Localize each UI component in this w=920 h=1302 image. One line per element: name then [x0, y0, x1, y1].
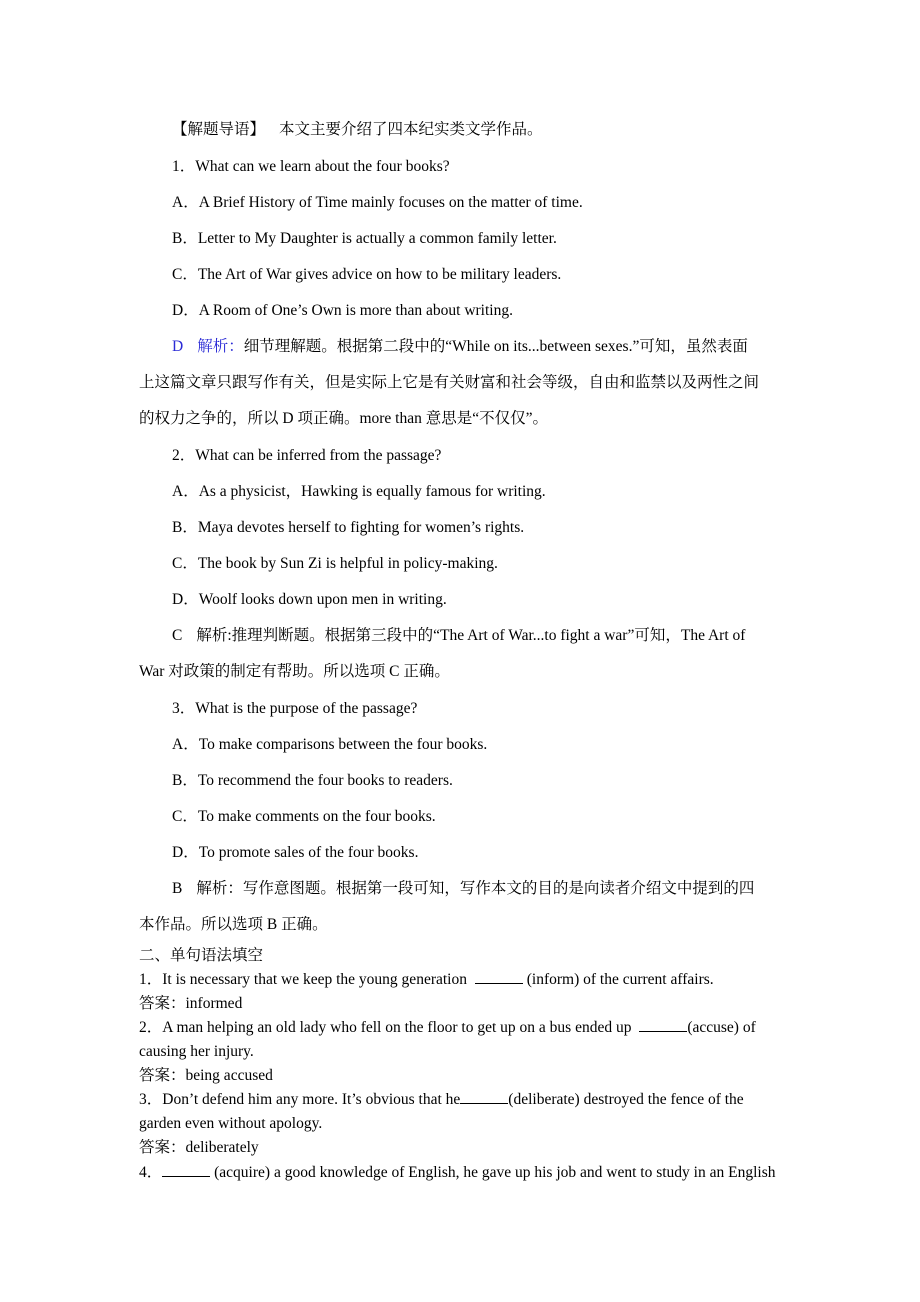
fill-blank-2 [639, 1017, 687, 1032]
q2-analysis-line1: 推理判断题。根据第三段中的“The Art of War...to fight a war”可知，The Art of [231, 627, 746, 644]
fill-item-2-text-b: (accuse) of [687, 1019, 756, 1036]
q3-answer-letter: B [172, 880, 183, 897]
q2-analysis-label: 解析: [196, 627, 232, 644]
fill-item-4-text-b: (acquire) a good knowledge of English, he gave up his job and went to study in an English [210, 1164, 776, 1181]
q1-analysis-line2: 上这篇文章只跟写作有关，但是实际上它是有关财富和社会等级，自由和监禁以及两性之间 [139, 374, 760, 391]
q3-analysis [172, 878, 754, 900]
q2-option-d: D．Woolf looks down upon men in writing. [172, 591, 447, 608]
q2-answer-letter: C [172, 627, 183, 644]
q2-option-c: C．The book by Sun Zi is helpful in policy-making. [172, 555, 498, 572]
fill-blank-4 [162, 1162, 210, 1177]
q1-option-a: A．A Brief History of Time mainly focuses on the matter of time. [172, 194, 583, 211]
fill-item-2 [139, 1017, 756, 1039]
q2-question: 2．What can be inferred from the passage? [172, 447, 442, 464]
fill-item-1-text-b: (inform) of the current affairs. [522, 971, 714, 988]
fill-item-3-text-b: (deliberate) destroyed the fence of the [508, 1091, 744, 1108]
q1-analysis-line1: 细节理解题。根据第二段中的“While on its...between sexes.”可知，虽然表面 [243, 338, 748, 355]
fill-item-1 [139, 969, 714, 991]
fill-item-1-text-a: 1．It is necessary that we keep the young generation [139, 971, 471, 988]
q1-analysis [172, 336, 748, 358]
q3-analysis-label: 解析： [196, 880, 243, 897]
fill-item-4-text-a: 4． [139, 1164, 163, 1181]
q3-question: 3．What is the purpose of the passage? [172, 700, 418, 717]
fill-item-4 [139, 1162, 775, 1184]
q2-analysis [172, 625, 745, 647]
fill-item-2-answer: 答案：being accused [139, 1067, 273, 1084]
q2-analysis-line2: War 对政策的制定有帮助。所以选项 C 正确。 [139, 663, 450, 680]
fill-blank-3 [460, 1089, 508, 1104]
fill-blank-1 [475, 969, 523, 984]
q1-answer-letter: D [172, 338, 184, 355]
q3-option-a: A．To make comparisons between the four books. [172, 736, 488, 753]
fill-item-2-line2: causing her injury. [139, 1043, 254, 1060]
fill-item-3 [139, 1089, 744, 1111]
q1-option-b: B．Letter to My Daughter is actually a common family letter. [172, 230, 557, 247]
guide-label: 【解题导语】 [172, 121, 266, 138]
reading-guide [172, 119, 543, 141]
q3-option-d: D．To promote sales of the four books. [172, 844, 419, 861]
q1-analysis-line3: 的权力之争的，所以 D 项正确。more than 意思是“不仅仅”。 [139, 410, 548, 427]
fill-item-1-answer: 答案：informed [139, 995, 243, 1012]
fill-item-3-text-a: 3．Don’t defend him any more. It’s obvious that he [139, 1091, 461, 1108]
q3-option-c: C．To make comments on the four books. [172, 808, 436, 825]
fill-item-2-text-a: 2．A man helping an old lady who fell on the floor to get up on a bus ended up [139, 1019, 636, 1036]
q3-analysis-line1: 写作意图题。根据第一段可知，写作本文的目的是向读者介绍文中提到的四 [242, 880, 755, 897]
q1-option-d: D．A Room of One’s Own is more than about writing. [172, 302, 513, 319]
guide-text: 本文主要介绍了四本纪实类文学作品。 [279, 121, 543, 138]
q3-analysis-line2: 本作品。所以选项 B 正确。 [139, 916, 328, 933]
fill-item-3-answer: 答案：deliberately [139, 1139, 259, 1156]
q1-option-c: C．The Art of War gives advice on how to be military leaders. [172, 266, 562, 283]
q3-option-b: B．To recommend the four books to readers. [172, 772, 453, 789]
q2-option-a: A．As a physicist，Hawking is equally famous for writing. [172, 483, 546, 500]
fill-item-3-line2: garden even without apology. [139, 1115, 323, 1132]
q2-option-b: B．Maya devotes herself to fighting for women’s rights. [172, 519, 525, 536]
q1-analysis-label: 解析： [197, 338, 244, 355]
section2-title: 二、单句语法填空 [139, 947, 264, 964]
q1-question: 1．What can we learn about the four books? [172, 158, 450, 175]
